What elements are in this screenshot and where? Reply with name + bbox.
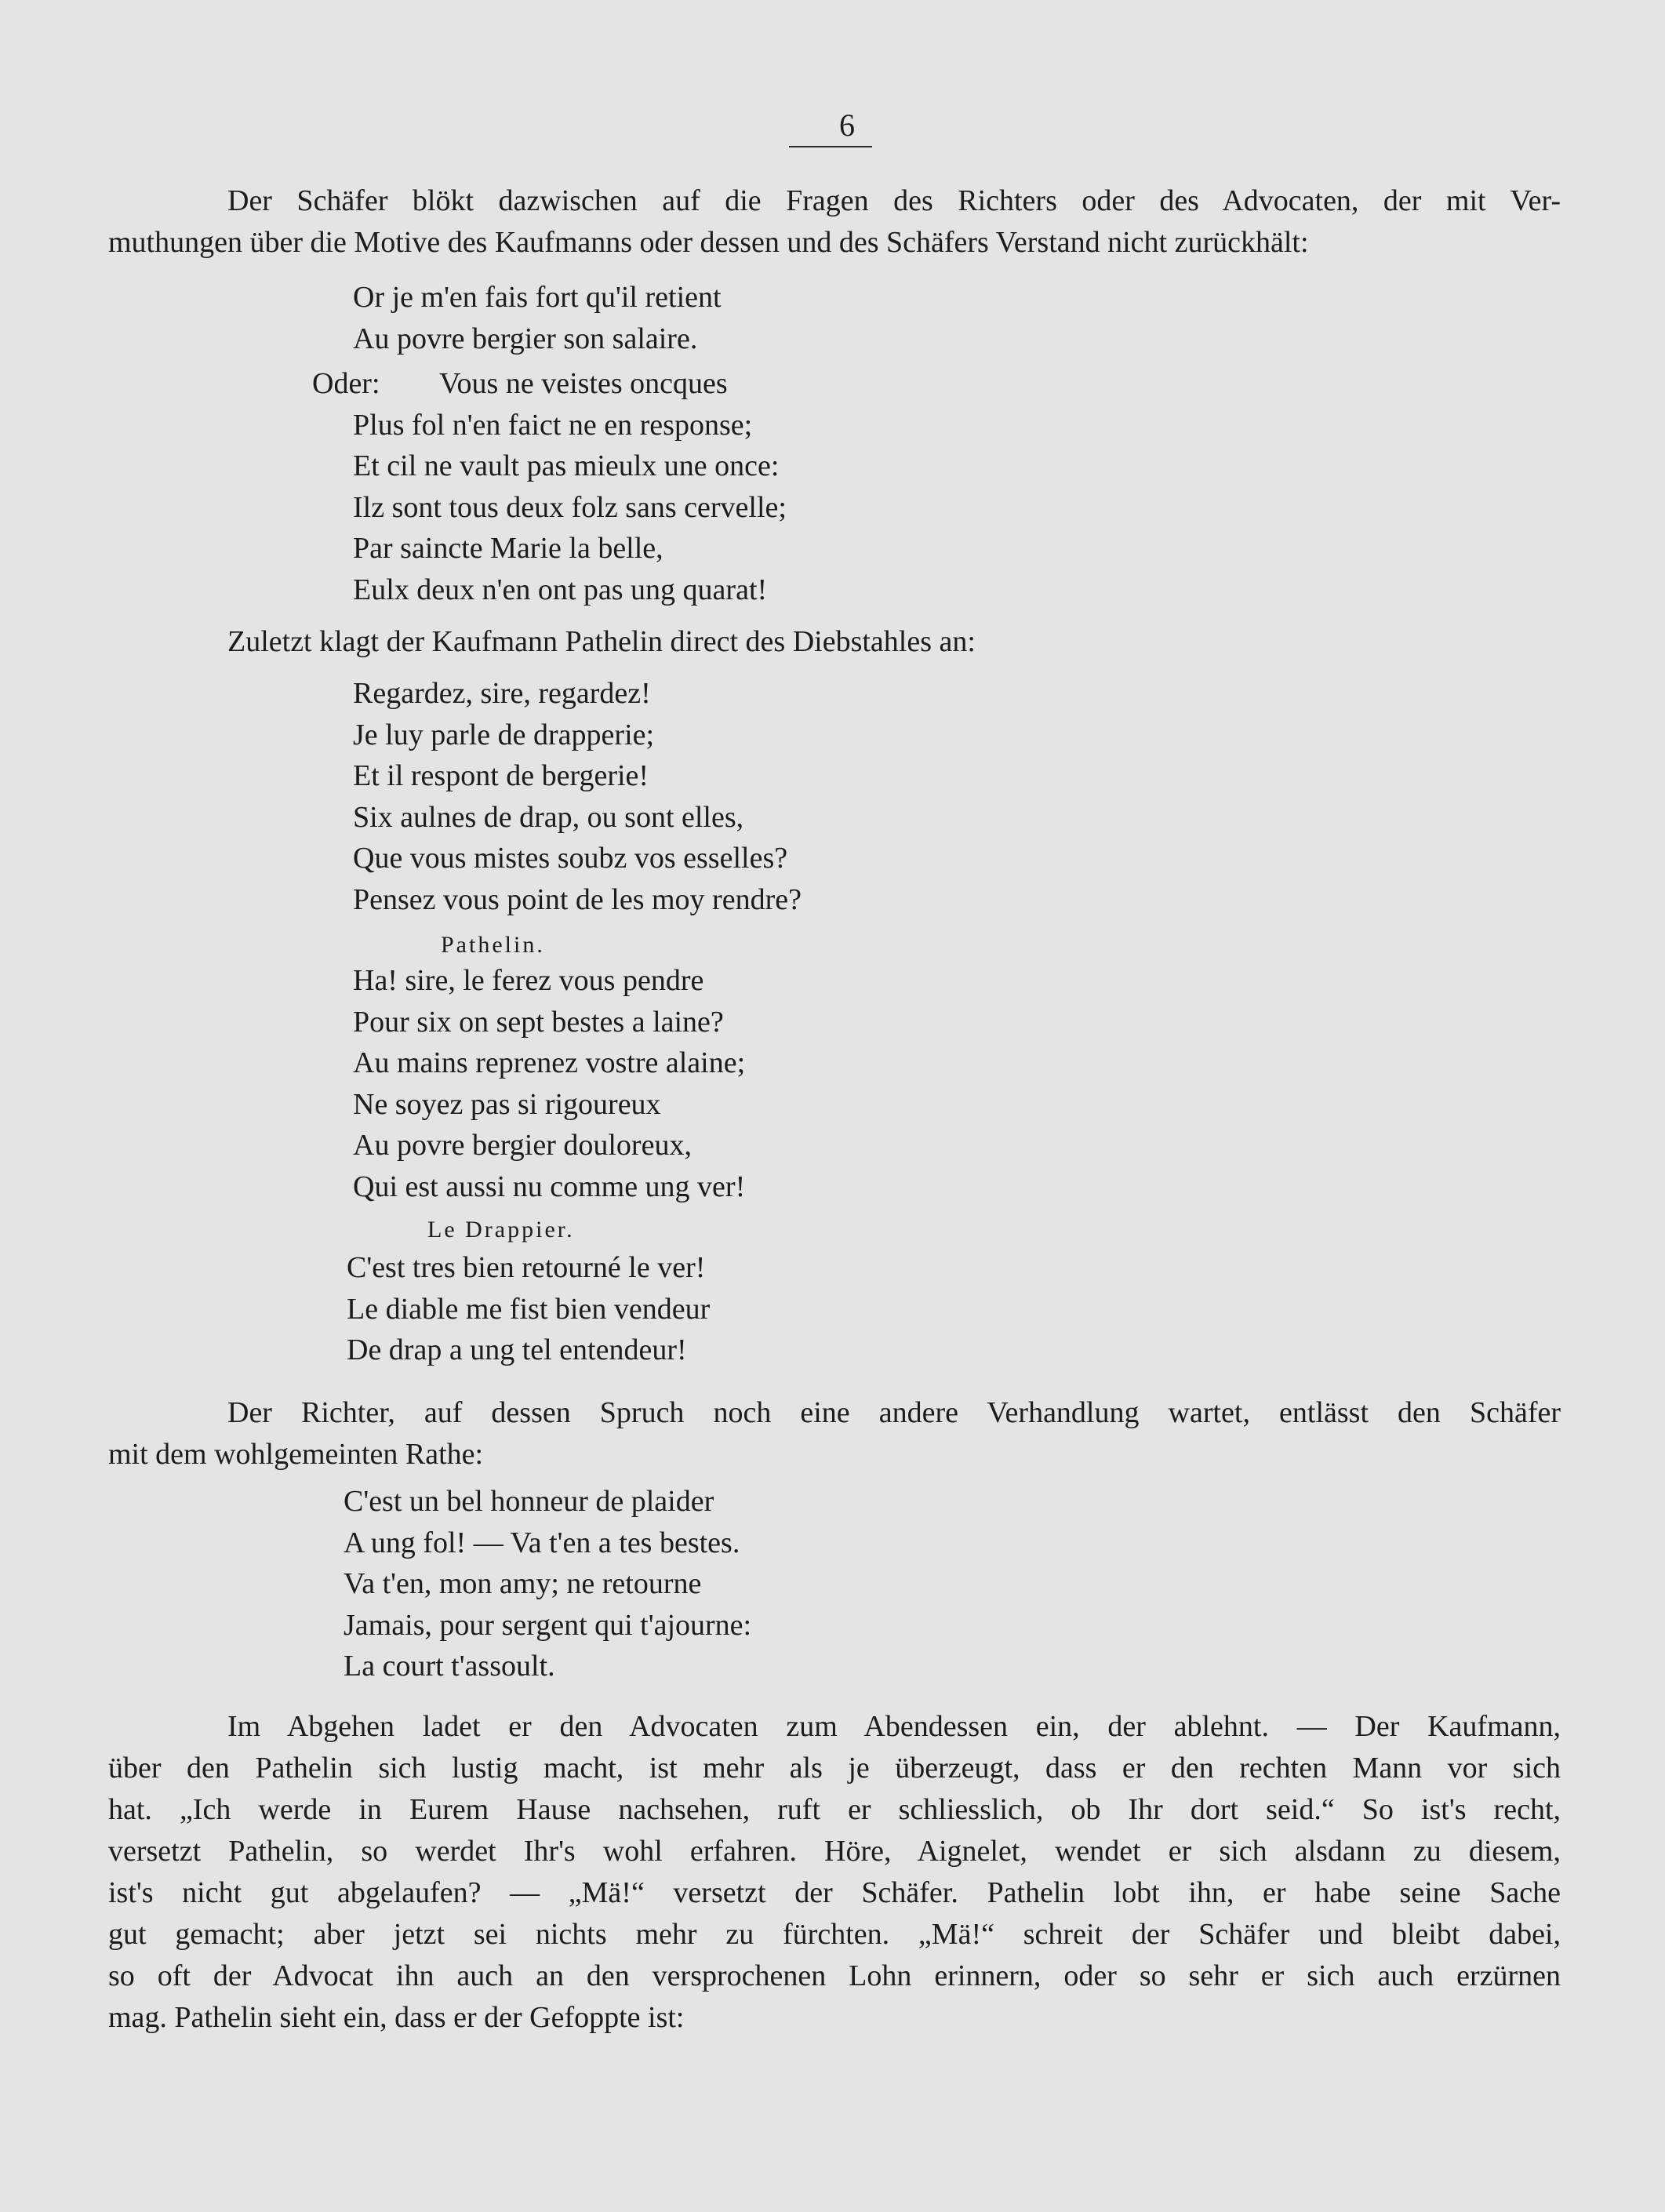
verse-line: Regardez, sire, regardez! [353,677,651,710]
text-line: hat. „Ich werde in Eurem Hause nachsehen, ruft er schliesslich, ob Ihr dort seid.“ So ist's recht, [108,1793,1561,1826]
verse-line: Au mains reprenez vostre alaine; [353,1046,746,1079]
verse-line: Eulx deux n'en ont pas ung quarat! [353,573,768,606]
verse-line: Ne soyez pas si rigoureux [353,1087,661,1121]
oder-label: Oder: [312,367,380,400]
text-line: mit dem wohlgemeinten Rathe: [108,1438,484,1471]
verse-line: Au povre bergier son salaire. [353,322,698,355]
paragraph-richter [108,1392,1561,1475]
paragraph-abgehen [108,1706,1561,2039]
verse-line: Et cil ne vault pas mieulx une once: [353,449,780,482]
verse-line: Au povre bergier douloreux, [353,1129,692,1162]
text-line: so oft der Advocat ihn auch an den versprochenen Lohn erinnern, oder so sehr er sich auch erzürnen [108,1959,1561,1992]
verse-line: A ung fol! — Va t'en a tes bestes. [344,1526,740,1559]
verse-plaider [344,1481,751,1687]
text-line: Der Richter, auf dessen Spruch noch eine andere Verhandlung wartet, entlässt den Schäfer [227,1396,1561,1429]
verse-line: Plus fol n'en faict ne en response; [353,408,753,442]
verse-line: Que vous mistes soubz vos esselles? [353,842,788,875]
verse-line: De drap a ung tel entendeur! [347,1333,687,1366]
verse-line: Va t'en, mon amy; ne retourne [344,1567,702,1600]
verse-line: Le diable me fist bien vendeur [347,1292,711,1326]
text-line: versetzt Pathelin, so werdet Ihr's wohl erfahren. Höre, Aignelet, wendet er sich alsdann zu diesem, [108,1835,1561,1868]
text-line: ist's nicht gut abgelaufen? — „Mä!“ versetzt der Schäfer. Pathelin lobt ihn, er habe seine Sache [108,1876,1561,1909]
verse-pathelin [353,960,745,1207]
verse-line: Pensez vous point de les moy rendre? [353,882,802,916]
text-line: muthungen über die Motive des Kaufmanns oder dessen und des Schäfers Verstand nicht zurückhält: [108,226,1309,259]
verse-line: C'est un bel honneur de plaider [344,1485,714,1518]
verse-line: Qui est aussi nu comme ung ver! [353,1170,746,1203]
verse-line: Et il respont de bergerie! [353,759,649,792]
verse-line: Or je m'en fais fort qu'il retient [353,281,722,314]
verse-line: La court t'assoult. [344,1650,555,1683]
speaker-drappier: Le Drappier. [427,1217,575,1242]
verse-line: Par saincte Marie la belle, [353,532,663,565]
paragraph-intro [108,180,1561,264]
verse-line: Ha! sire, le ferez vous pendre [353,964,704,997]
verse-oder [353,363,787,610]
text-line: gut gemacht; aber jetzt sei nichts mehr zu fürchten. „Mä!“ schreit der Schäfer und bleibt dabei, [108,1918,1561,1951]
text-line: Im Abgehen ladet er den Advocaten zum Abendessen ein, der ablehnt. — Der Kaufmann, [227,1710,1561,1743]
verse-salaire [353,277,722,359]
verse-line: Six aulnes de drap, ou sont elles, [353,800,744,834]
speaker-pathelin: Pathelin. [441,932,545,958]
verse-regardez [353,673,802,920]
verse-line: Je luy parle de drapperie; [353,718,655,751]
text-line: Der Schäfer blökt dazwischen auf die Fragen des Richters oder des Advocaten, der mit Ver- [227,184,1561,217]
page-number-rule [789,146,872,147]
text-line: mag. Pathelin sieht ein, dass er der Gefoppte ist: [108,2001,685,2034]
verse-line: Pour six on sept bestes a laine? [353,1005,724,1039]
verse-line: Vous ne veistes oncques [439,367,728,400]
text-line: über den Pathelin sich lustig macht, ist mehr als je überzeugt, dass er den rechten Mann vor sich [108,1752,1561,1785]
verse-line: C'est tres bien retourné le ver! [347,1251,706,1284]
paragraph-klage [108,621,1561,663]
verse-line: Ilz sont tous deux folz sans cervelle; [353,490,787,524]
page-number: 6 [839,107,855,143]
text-line: Zuletzt klagt der Kaufmann Pathelin direct des Diebstahles an: [227,625,976,658]
verse-drappier [347,1247,710,1371]
verse-line: Jamais, pour sergent qui t'ajourne: [344,1608,752,1642]
